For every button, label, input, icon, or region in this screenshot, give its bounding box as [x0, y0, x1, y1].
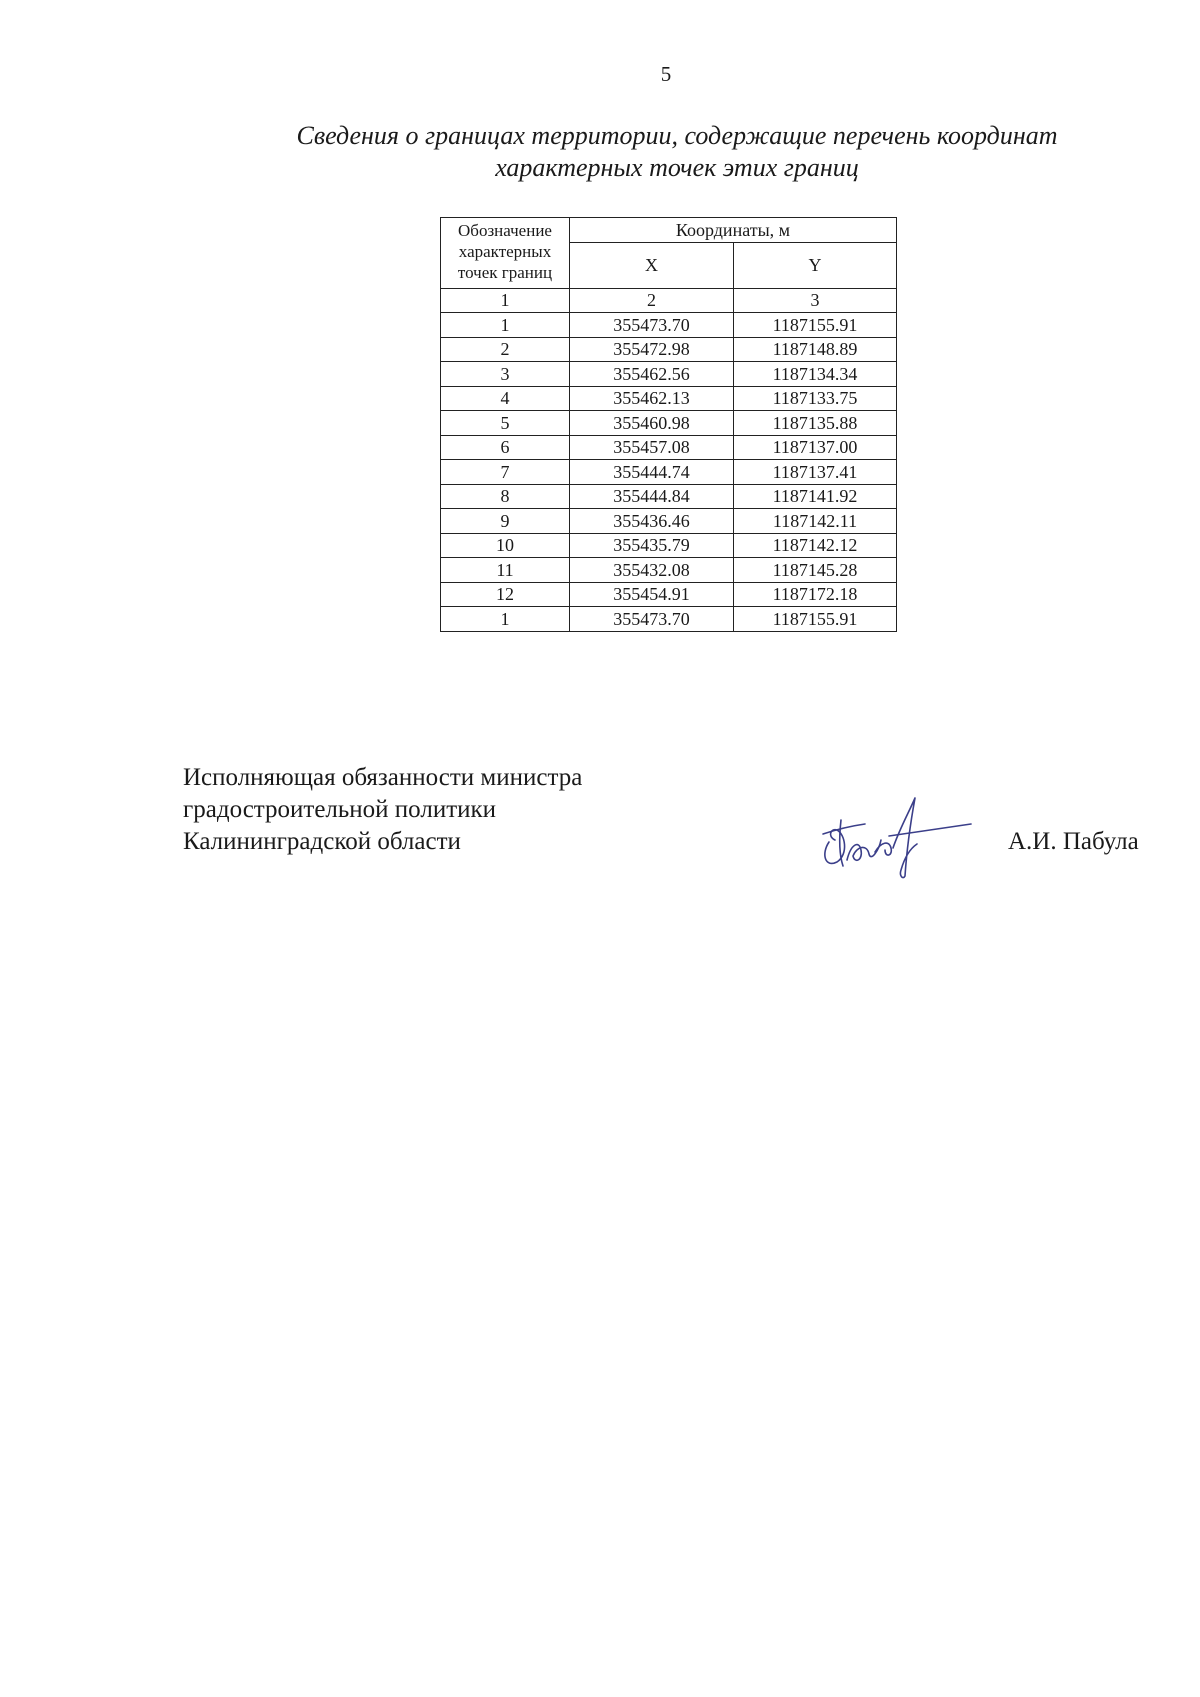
table-row: [441, 337, 897, 362]
y-coordinate-cell: 1187133.75: [734, 386, 897, 411]
point-header-line: Обозначение: [458, 221, 552, 240]
point-number-cell: 11: [441, 558, 570, 583]
signer-position: [183, 762, 582, 858]
y-coordinate-cell: 1187155.91: [734, 313, 897, 338]
x-coordinate-cell: 355444.84: [570, 484, 734, 509]
y-coordinate-cell: 1187137.41: [734, 460, 897, 485]
y-coordinate-cell: 1187142.12: [734, 533, 897, 558]
heading-line-2: характерных точек этих границ: [495, 153, 859, 182]
signer-position-line: Исполняющая обязанности министра: [183, 764, 583, 791]
point-number-cell: 12: [441, 582, 570, 607]
coordinates-header: Координаты, м: [570, 218, 897, 243]
column-number: 3: [734, 288, 897, 313]
table-row: [441, 558, 897, 583]
point-number-cell: 2: [441, 337, 570, 362]
y-coordinate-cell: 1187145.28: [734, 558, 897, 583]
x-coordinate-cell: 355444.74: [570, 460, 734, 485]
signer-position-line: Калининградской области: [183, 828, 461, 855]
column-number: 2: [570, 288, 734, 313]
y-coordinate-cell: 1187155.91: [734, 607, 897, 632]
signer-name: А.И. Пабула: [1008, 828, 1139, 855]
y-coordinate-cell: 1187135.88: [734, 411, 897, 436]
x-coordinate-cell: 355435.79: [570, 533, 734, 558]
y-coordinate-cell: 1187148.89: [734, 337, 897, 362]
page-number: 5: [660, 62, 672, 86]
table-row: [441, 509, 897, 534]
x-coordinate-cell: 355432.08: [570, 558, 734, 583]
coordinates-table: [440, 217, 897, 632]
table-header-row: [441, 218, 897, 243]
table-row: [441, 435, 897, 460]
table-row: [441, 411, 897, 436]
y-coordinate-cell: 1187142.11: [734, 509, 897, 534]
x-coordinate-cell: 355462.56: [570, 362, 734, 387]
handwritten-signature: [815, 790, 975, 880]
x-coordinate-cell: 355457.08: [570, 435, 734, 460]
x-coordinate-cell: 355472.98: [570, 337, 734, 362]
table-row: [441, 582, 897, 607]
point-number-cell: 4: [441, 386, 570, 411]
point-number-cell: 1: [441, 313, 570, 338]
y-coordinate-cell: 1187134.34: [734, 362, 897, 387]
y-header: Y: [734, 242, 897, 288]
table-row: [441, 460, 897, 485]
x-header: X: [570, 242, 734, 288]
x-coordinate-cell: 355460.98: [570, 411, 734, 436]
point-number-cell: 1: [441, 607, 570, 632]
table-row: [441, 533, 897, 558]
table-row: [441, 386, 897, 411]
point-number-cell: 6: [441, 435, 570, 460]
x-coordinate-cell: 355473.70: [570, 607, 734, 632]
table-row: [441, 362, 897, 387]
x-coordinate-cell: 355436.46: [570, 509, 734, 534]
point-number-cell: 10: [441, 533, 570, 558]
point-number-cell: 8: [441, 484, 570, 509]
point-header-line: характерных: [458, 242, 552, 261]
x-coordinate-cell: 355462.13: [570, 386, 734, 411]
point-number-cell: 3: [441, 362, 570, 387]
column-numbering-row: [441, 288, 897, 313]
point-header-line: точек границ: [457, 263, 553, 282]
table-row: [441, 484, 897, 509]
point-designation-header: [441, 218, 570, 289]
point-number-cell: 7: [441, 460, 570, 485]
x-coordinate-cell: 355454.91: [570, 582, 734, 607]
column-number: 1: [441, 288, 570, 313]
document-heading: [262, 120, 1092, 184]
x-coordinate-cell: 355473.70: [570, 313, 734, 338]
point-number-cell: 9: [441, 509, 570, 534]
signer-position-line: градостроительной политики: [183, 796, 497, 823]
y-coordinate-cell: 1187172.18: [734, 582, 897, 607]
point-number-cell: 5: [441, 411, 570, 436]
table-row: [441, 607, 897, 632]
heading-line-1: Сведения о границах территории, содержащие перечень координат: [296, 121, 1058, 150]
y-coordinate-cell: 1187141.92: [734, 484, 897, 509]
table-row: [441, 313, 897, 338]
y-coordinate-cell: 1187137.00: [734, 435, 897, 460]
